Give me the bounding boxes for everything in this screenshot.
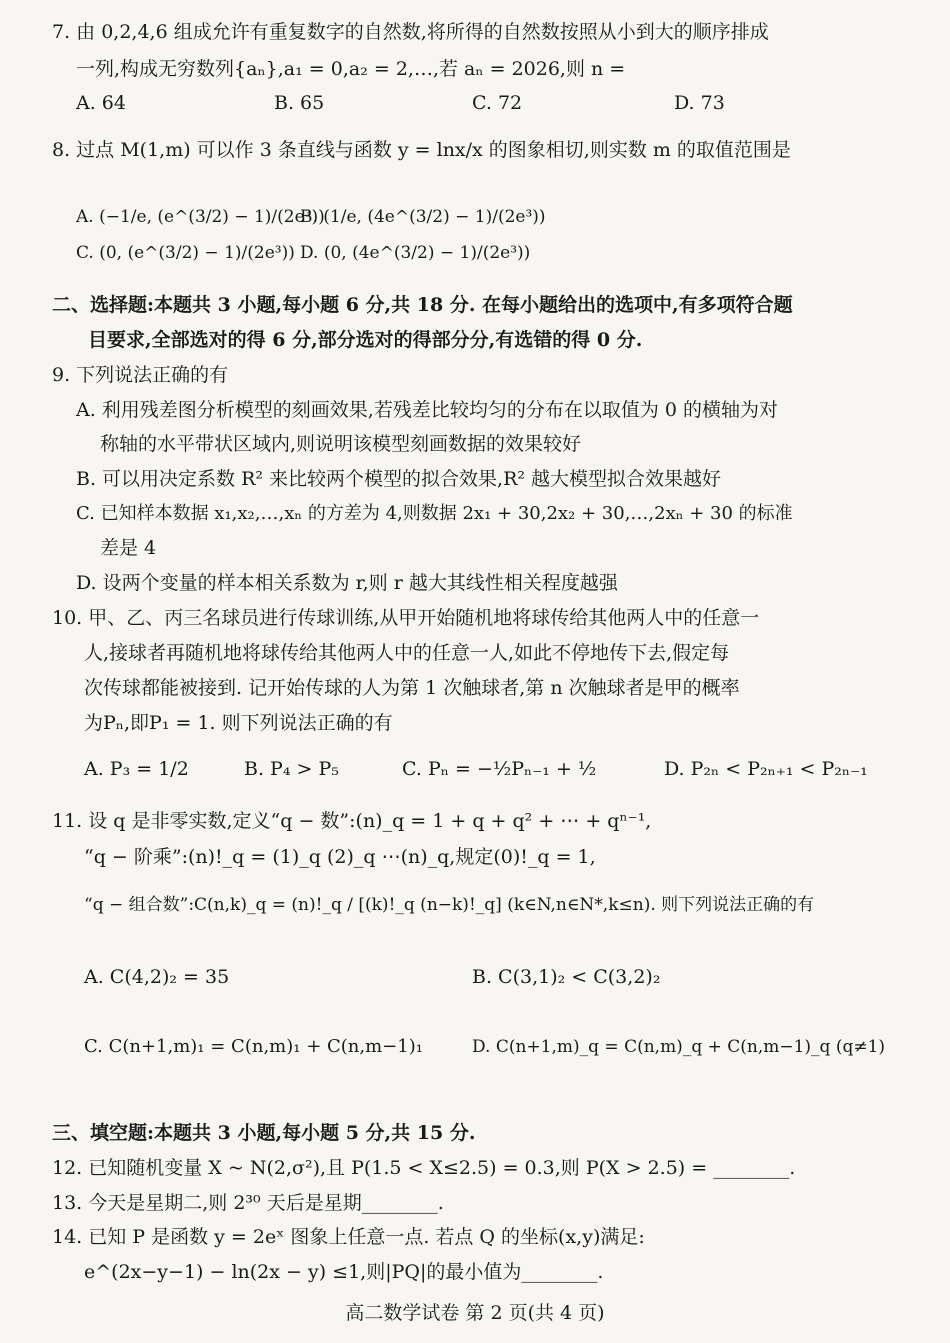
- q9-option-c-line1: C. 已知样本数据 x₁,x₂,…,xₙ 的方差为 4,则数据 2x₁ + 30,2x₂ + 30,…,2xₙ + 30 的标准: [76, 503, 793, 524]
- q7-line1: 7. 由 0,2,4,6 组成允许有重复数字的自然数,将所得的自然数按照从小到大的顺序排成: [52, 21, 769, 43]
- q11-line3: “q − 组合数”:C(n,k)_q = (n)!_q / [(k)!_q (n−k)!_q] (k∈N,n∈N*,k≤n). 则下列说法正确的有: [84, 895, 815, 915]
- q11-line2: “q − 阶乘”:(n)!_q = (1)_q (2)_q ⋯(n)_q,规定(0)!_q = 1,: [84, 846, 596, 868]
- q9-option-c-line2: 差是 4: [100, 537, 157, 559]
- q7-option-d: D. 73: [674, 92, 725, 114]
- q9-option-a-line1: A. 利用残差图分析模型的刻画效果,若残差比较均匀的分布在以取值为 0 的横轴为对: [76, 399, 779, 421]
- q10-line2: 人,接球者再随机地将球传给其他两人中的任意一人,如此不停地传下去,假定每: [84, 642, 730, 664]
- q8-stem: 8. 过点 M(1,m) 可以作 3 条直线与函数 y = lnx/x 的图象相切,则实数 m 的取值范围是: [52, 139, 791, 161]
- q8-option-d: D. (0, (4e^(3/2) − 1)/(2e³)): [300, 243, 531, 263]
- q14-line2: e^(2x−y−1) − ln(2x − y) ≤1,则|PQ|的最小值为________.: [84, 1261, 604, 1283]
- q7-line2: 一列,构成无穷数列{aₙ},a₁ = 0,a₂ = 2,…,若 aₙ = 2026,则 n =: [76, 58, 626, 80]
- q10-option-a: A. P₃ = 1/2: [84, 758, 189, 780]
- q10-line3: 次传球都能被接到. 记开始传球的人为第 1 次触球者,第 n 次触球者是甲的概率: [84, 677, 740, 699]
- q10-option-d: D. P₂ₙ < P₂ₙ₊₁ < P₂ₙ₋₁: [664, 758, 868, 780]
- q11-option-b: B. C(3,1)₂ < C(3,2)₂: [472, 966, 661, 988]
- q9-stem: 9. 下列说法正确的有: [52, 364, 229, 386]
- q8-option-a: A. (−1/e, (e^(3/2) − 1)/(2e³)): [76, 207, 325, 227]
- section3-heading: 三、填空题:本题共 3 小题,每小题 5 分,共 15 分.: [52, 1122, 476, 1144]
- q10-line1: 10. 甲、乙、丙三名球员进行传球训练,从甲开始随机地将球传给其他两人中的任意一: [52, 607, 760, 629]
- q10-option-c: C. Pₙ = −½Pₙ₋₁ + ½: [402, 758, 597, 780]
- q7-option-c: C. 72: [472, 92, 523, 114]
- q9-option-a-line2: 称轴的水平带状区域内,则说明该模型刻画数据的效果较好: [100, 433, 582, 455]
- q11-option-d: D. C(n+1,m)_q = C(n,m)_q + C(n,m−1)_q (q≠1): [472, 1037, 886, 1057]
- q10-line4: 为Pₙ,即P₁ = 1. 则下列说法正确的有: [84, 712, 393, 734]
- q13-text: 13. 今天是星期二,则 2³⁰ 天后是星期________.: [52, 1192, 444, 1214]
- section2-line2: 目要求,全部选对的得 6 分,部分选对的得部分分,有选错的得 0 分.: [88, 329, 643, 351]
- q9-option-b: B. 可以用决定系数 R² 来比较两个模型的拟合效果,R² 越大模型拟合效果越好: [76, 468, 722, 490]
- q8-option-c: C. (0, (e^(3/2) − 1)/(2e³)): [76, 243, 295, 263]
- q8-option-b: B. (1/e, (4e^(3/2) − 1)/(2e³)): [300, 207, 546, 227]
- q7-option-a: A. 64: [76, 92, 126, 114]
- q10-option-b: B. P₄ > P₅: [244, 758, 339, 780]
- section2-line1: 二、选择题:本题共 3 小题,每小题 6 分,共 18 分. 在每小题给出的选项中,有多项符合题: [52, 294, 793, 316]
- q11-line1: 11. 设 q 是非零实数,定义“q − 数”:(n)_q = 1 + q + q² + ⋯ + qⁿ⁻¹,: [52, 810, 652, 832]
- page-footer: 高二数学试卷 第 2 页(共 4 页): [345, 1302, 605, 1324]
- q9-option-d: D. 设两个变量的样本相关系数为 r,则 r 越大其线性相关程度越强: [76, 572, 618, 594]
- q11-option-a: A. C(4,2)₂ = 35: [84, 966, 230, 988]
- q11-option-c: C. C(n+1,m)₁ = C(n,m)₁ + C(n,m−1)₁: [84, 1036, 423, 1057]
- q14-line1: 14. 已知 P 是函数 y = 2eˣ 图象上任意一点. 若点 Q 的坐标(x,y)满足:: [52, 1226, 645, 1248]
- q7-option-b: B. 65: [274, 92, 325, 114]
- q12-text: 12. 已知随机变量 X ~ N(2,σ²),且 P(1.5 < X≤2.5) = 0.3,则 P(X > 2.5) = ________.: [52, 1157, 796, 1179]
